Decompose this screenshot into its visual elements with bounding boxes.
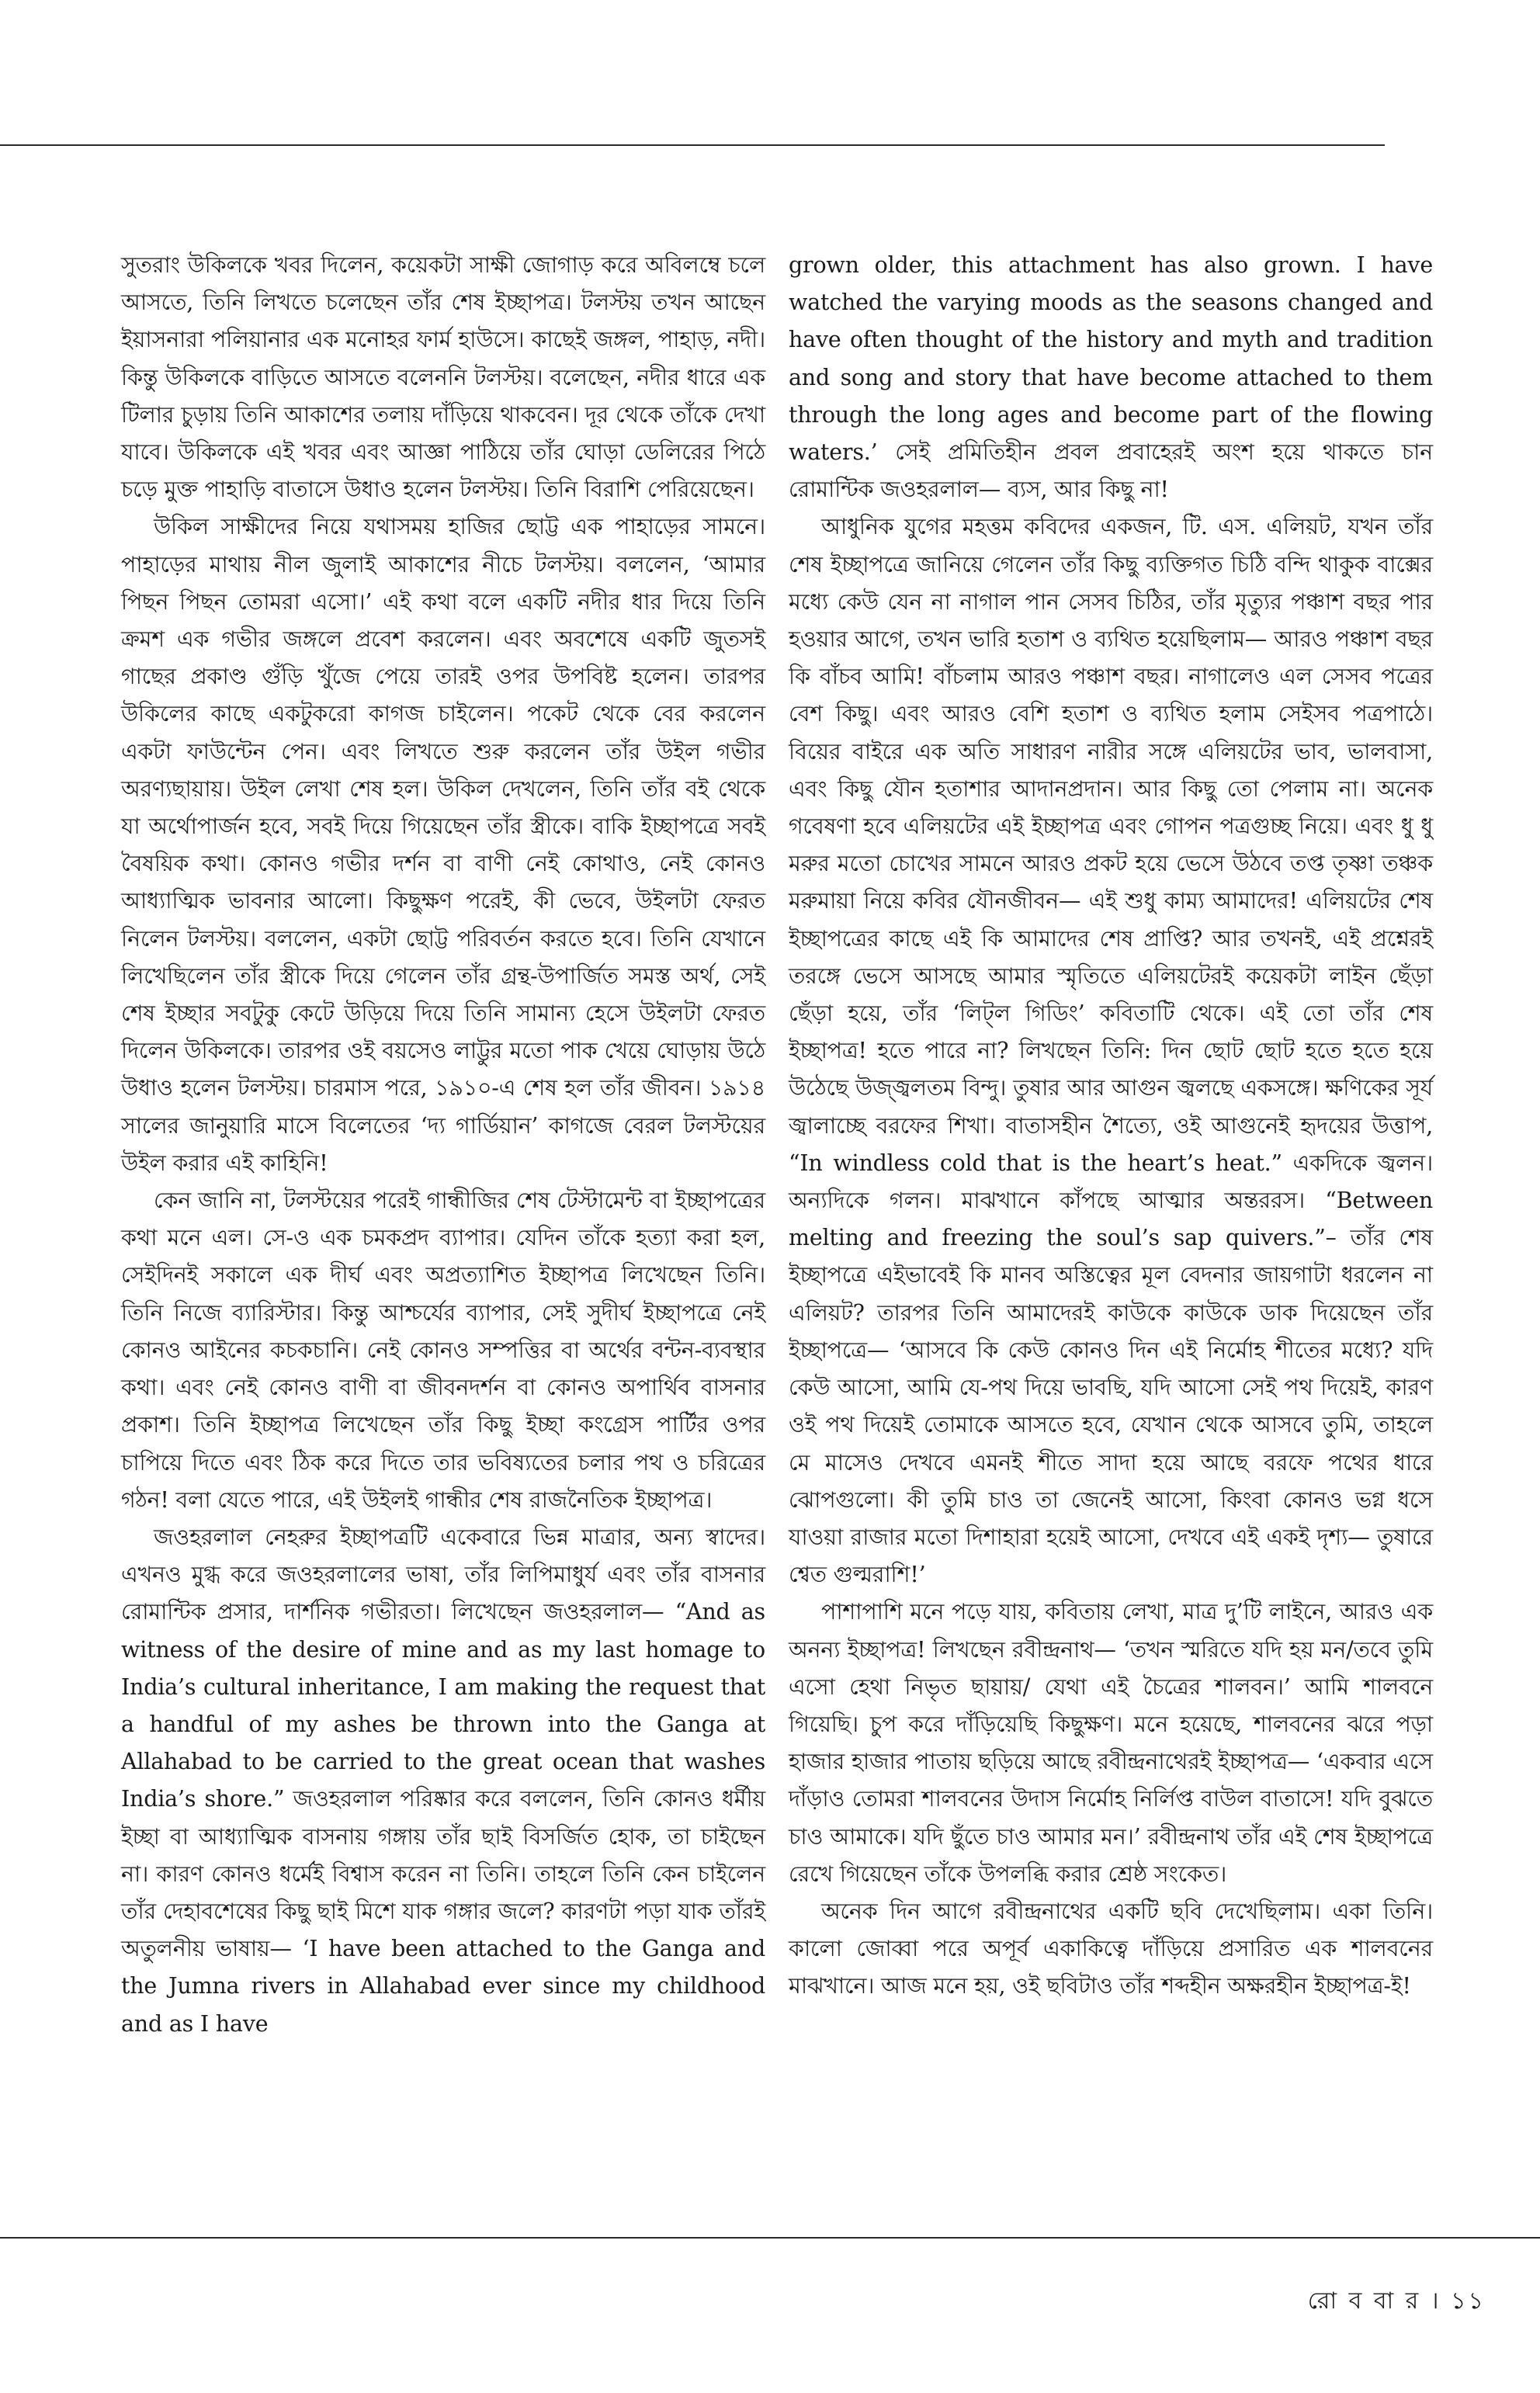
paragraph: কেন জানি না, টলস্টয়ের পরেই গান্ধীজির শেষ টেস্টামেন্ট বা ইচ্ছাপত্রের কথা মনে এল। সে-ও এক চমকপ্রদ ব্যাপার। যেদিন তাঁকে হত্যা করা হল, সেইদিনই সকালে এক দীর্ঘ এবং অপ্রত্যাশিত ইচ্ছাপত্র লিখেছেন তিনি। তিনি নিজে ব্যারিস্টার। কিন্তু আশ্চর্যের ব্যাপার, সেই সুদীর্ঘ ইচ্ছাপত্রে নেই কোনও আইনের কচকচানি। নেই কোনও সম্পত্তির বা অর্থের বন্টন-ব্যবস্থার কথা। এবং নেই কোনও বাণী বা জীবনদর্শন বা কোনও অপার্থিব বাসনার প্রকাশ। তিনি ইচ্ছাপত্র লিখেছেন তাঁর কিছু ইচ্ছা কংগ্রেস পার্টির ওপর চাপিয়ে দিতে এবং ঠিক করে দিতে তার ভবিষ্যতের চলার পথ ও চরিত্রের গঠন! বলা যেতে পারে, এই উইলই গান্ধীর শেষ রাজনৈতিক ইচ্ছাপত্র। <box>121 1188 765 1513</box>
paragraph: উকিল সাক্ষীদের নিয়ে যথাসময় হাজির ছোট্ট এক পাহাড়ের সামনে। পাহাড়ের মাথায় নীল জুলাই আকাশের নীচে টলস্টয়। বললেন, ‘আমার পিছন পিছন তোমরা এসো।’ এই কথা বলে একটি নদীর ধার দিয়ে তিনি ক্রমশ এক গভীর জঙ্গলে প্রবেশ করলেন। এবং অবশেষে একটি জুতসই গাছের প্রকাণ্ড গুঁড়ি খুঁজে পেয়ে তারই ওপর উপবিষ্ট হলেন। তারপর উকিলের কাছে একটুকরো কাগজ চাইলেন। পকেট থেকে বের করলেন একটা ফাউন্টেন পেন। এবং লিখতে শুরু করলেন তাঁর উইল গভীর অরণ্যছায়ায়। উইল লেখা শেষ হল। উকিল দেখলেন, তিনি তাঁর বই থেকে যা অর্থোপার্জন হবে, সবই দিয়ে গিয়েছেন তাঁর স্ত্রীকে। বাকি ইচ্ছাপত্রে সবই বৈষয়িক কথা। কোনও গভীর দর্শন বা বাণী নেই কোথাও, নেই কোনও আধ্যাত্মিক ভাবনার আলো। কিছুক্ষণ পরেই, কী ভেবে, উইলটা ফেরত নিলেন টলস্টয়। বললেন, একটা ছোট্ট পরিবর্তন করতে হবে। তিনি যেখানে লিখেছিলেন তাঁর স্ত্রীকে দিয়ে গেলেন তাঁর গ্রন্থ-উপার্জিত সমস্ত অর্থ, সেই শেষ ইচ্ছার সবটুকু কেটে উড়িয়ে দিয়ে তিনি সামান্য হেসে উইলটা ফেরত দিলেন উকিলকে। তারপর ওই বয়সেও লাট্টুর মতো পাক খেয়ে ঘোড়ায় উঠে উধাও হলেন টলস্টয়। চারমাস পরে, ১৯১০-এ শেষ হল তাঁর জীবন। ১৯১৪ সালের জানুয়ারি মাসে বিলেতের ‘দ্য গার্ডিয়ান’ কাগজে বেরল টলস্টয়ের উইল করার এই কাহিনি! <box>121 514 765 1176</box>
left-column <box>121 247 765 2043</box>
bottom-rule <box>0 2237 1540 2239</box>
top-rule <box>0 144 1385 146</box>
page-folio: রো ব বা র । ১১ <box>1307 2287 1486 2315</box>
right-column <box>789 247 1433 2006</box>
paragraph: জওহরলাল নেহরুর ইচ্ছাপত্রটি একেবারে ভিন্ন মাত্রার, অন্য স্বাদের। এখনও মুগ্ধ করে জওহরলালের ভাষা, তাঁর লিপিমাধুর্য এবং তাঁর বাসনার রোমান্টিক প্রসার, দার্শনিক গভীরতা। লিখেছেন জওহরলাল— “And as witness of the desire of mine and as my last homage to India’s cultural inheritance, I am making the request that a handful of my ashes be thrown into the Ganga at Allahabad to be carried to the great ocean that washes India’s shore.” জওহরলাল পরিষ্কার করে বললেন, তিনি কোনও ধর্মীয় ইচ্ছা বা আধ্যাত্মিক বাসনায় গঙ্গায় তাঁর ছাই বিসর্জিত হোক, তা চাইছেন না। কারণ কোনও ধর্মেই বিশ্বাস করেন না তিনি। তাহলে তিনি কেন চাইলেন তাঁর দেহাবশেষের কিছু ছাই মিশে যাক গঙ্গার জলে? কারণটা পড়া যাক তাঁরই অতুলনীয় ভাষায়— ‘I have been attached to the Ganga and the Jumna rivers in Allahabad ever since my childhood and as I have <box>121 1524 765 2037</box>
paragraph: পাশাপাশি মনে পড়ে যায়, কবিতায় লেখা, মাত্র দু’টি লাইনে, আরও এক অনন্য ইচ্ছাপত্র! লিখছেন রবীন্দ্রনাথ— ‘তখন স্মরিতে যদি হয় মন/তবে তুমি এসো হেথা নিভৃত ছায়ায়/ যেথা এই চৈত্রের শালবন।’ আমি শালবনে গিয়েছি। চুপ করে দাঁড়িয়েছি কিছুক্ষণ। মনে হয়েছে, শালবনের ঝরে পড়া হাজার হাজার পাতায় ছড়িয়ে আছে রবীন্দ্রনাথেরই ইচ্ছাপত্র— ‘একবার এসে দাঁড়াও তোমরা শালবনের উদাস নির্মোহ নির্লিপ্ত বাউল বাতাসে! যদি বুঝতে চাও আমাকে। যদি ছুঁতে চাও আমার মন।’ রবীন্দ্রনাথ তাঁর এই শেষ ইচ্ছাপত্রে রেখে গিয়েছেন তাঁকে উপলব্ধি করার শ্রেষ্ঠ সংকেত। <box>789 1599 1433 1887</box>
paragraph: grown older, this attachment has also grown. I have watched the varying moods as the seasons changed and have often thought of the history and myth and tradition and song and story that have become attached to them through the long ages and become part of the flowing waters.’ সেই প্রমিতিহীন প্রবল প্রবাহেরই অংশ হয়ে থাকতে চান রোমান্টিক জওহরলাল— ব্যস, আর কিছু না! <box>789 252 1433 503</box>
paragraph: সুতরাং উকিলকে খবর দিলেন, কয়েকটা সাক্ষী জোগাড় করে অবিলম্বে চলে আসতে, তিনি লিখতে চলেছেন তাঁর শেষ ইচ্ছাপত্র। টলস্টয় তখন আছেন ইয়াসনারা পলিয়ানার এক মনোহর ফার্ম হাউসে। কাছেই জঙ্গল, পাহাড়, নদী। কিন্তু উকিলকে বাড়িতে আসতে বলেননি টলস্টয়। বলেছেন, নদীর ধারে এক টিলার চুড়ায় তিনি আকাশের তলায় দাঁড়িয়ে থাকবেন। দূর থেকে তাঁকে দেখা যাবে। উকিলকে এই খবর এবং আজ্ঞা পাঠিয়ে তাঁর ঘোড়া ডেলিরের পিঠে চড়ে মুক্ত পাহাড়ি বাতাসে উধাও হলেন টলস্টয়। তিনি বিরাশি পেরিয়েছেন। <box>121 252 765 503</box>
paragraph: আধুনিক যুগের মহত্তম কবিদের একজন, টি. এস. এলিয়ট, যখন তাঁর শেষ ইচ্ছাপত্রে জানিয়ে গেলেন তাঁর কিছু ব্যক্তিগত চিঠি বন্দি থাকুক বাক্সের মধ্যে কেউ যেন না নাগাল পান সেসব চিঠির, তাঁর মৃত্যুর পঞ্চাশ বছর পার হওয়ার আগে, তখন ভারি হতাশ ও ব্যথিত হয়েছিলাম— আরও পঞ্চাশ বছর কি বাঁচব আমি! বাঁচলাম আরও পঞ্চাশ বছর। নাগালেও এল সেসব পত্রের বেশ কিছু। এবং আরও বেশি হতাশ ও ব্যথিত হলাম সেইসব পত্রপাঠে। বিয়ের বাইরে এক অতি সাধারণ নারীর সঙ্গে এলিয়টের ভাব, ভালবাসা, এবং কিছু যৌন হতাশার আদানপ্রদান। আর কিছু তো পেলাম না। অনেক গবেষণা হবে এলিয়টের এই ইচ্ছাপত্র এবং গোপন পত্রগুচ্ছ নিয়ে। এবং ধু ধু মরুর মতো চোখের সামনে আরও প্রকট হয়ে ভেসে উঠবে তপ্ত তৃষ্ণা তঞ্চক মরুমায়া নিয়ে কবির যৌনজীবন— এই শুধু কাম্য আমাদের! এলিয়টের শেষ ইচ্ছাপত্রের কাছে এই কি আমাদের শেষ প্রাপ্তি? আর তখনই, এই প্রশ্নেরই তরঙ্গে ভেসে আসছে আমার স্মৃতিতে এলিয়টেরই কয়েকটা লাইন ছেঁড়া ছেঁড়া হয়ে, তাঁর ‘লিট্‌ল গিডিং’ কবিতাটি থেকে। এই তো তাঁর শেষ ইচ্ছাপত্র! হতে পারে না? লিখছেন তিনি: দিন ছোট ছোট হতে হতে হয়ে উঠেছে উজ্জ্বলতম বিন্দু। তুষার আর আগুন জ্বলছে একসঙ্গে। ক্ষণিকের সূর্য জ্বালাচ্ছে বরফের শিখা। বাতাসহীন শৈত্যে, ওই আগুনেই হৃদয়ের উত্তাপ, “In windless cold that is the heart’s heat.” একদিকে জ্বলন। অন্যদিকে গলন। মাঝখানে কাঁপছে আত্মার অন্তররস। “Between melting and freezing the soul’s sap quivers.”– তাঁর শেষ ইচ্ছাপত্রে এইভাবেই কি মানব অস্তিত্বের মূল বেদনার জায়গাটা ধরলেন না এলিয়ট? তারপর তিনি আমাদেরই কাউকে কাউকে ডাক দিয়েছেন তাঁর ইচ্ছাপত্রে— ‘আসবে কি কেউ কোনও দিন এই নির্মোহ শীতের মধ্যে? যদি কেউ আসো, আমি যে-পথ দিয়ে ভাবছি, যদি আসো সেই পথ দিয়েই, কারণ ওই পথ দিয়েই তোমাকে আসতে হবে, যেখান থেকে আসবে তুমি, তাহলে মে মাসেও দেখবে এমনই শীতে সাদা হয়ে আছে বরফে পথের ধারে ঝোপগুলো। কী তুমি চাও তা জেনেই আসো, কিংবা কোনও ভগ্ন ধসে যাওয়া রাজার মতো দিশাহারা হয়েই আসো, দেখবে এই একই দৃশ্য— তুষারে শ্বেত গুল্মরাশি!’ <box>789 514 1433 1588</box>
paragraph: অনেক দিন আগে রবীন্দ্রনাথের একটি ছবি দেখেছিলাম। একা তিনি। কালো জোব্বা পরে অপূর্ব একাকিত্বে দাঁড়িয়ে প্রসারিত এক শালবনের মাঝখানে। আজ মনে হয়, ওই ছবিটাও তাঁর শব্দহীন অক্ষরহীন ইচ্ছাপত্র-ই! <box>789 1898 1433 1999</box>
